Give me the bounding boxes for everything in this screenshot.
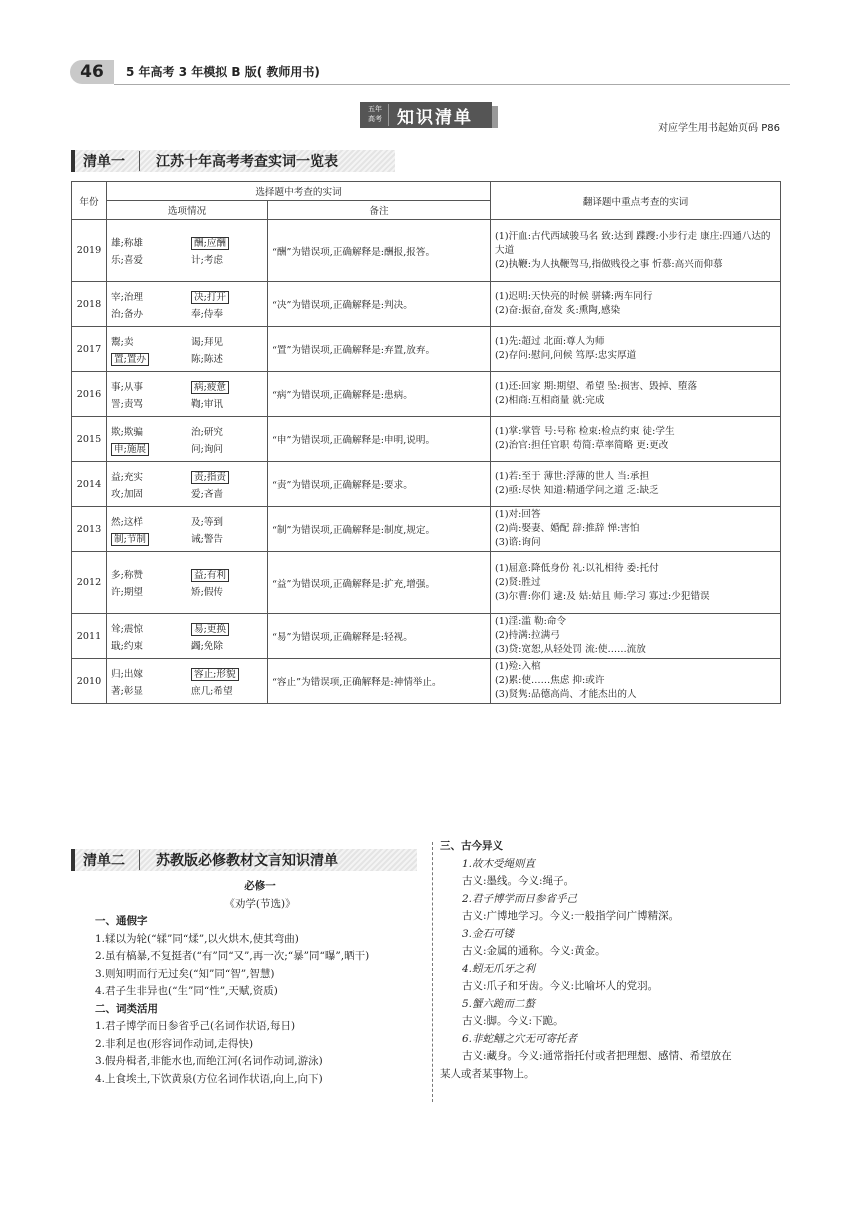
note-cell: “酬”为错误项,正确解释是:酬报,报答。 — [268, 220, 491, 282]
translation-line: (1)掌:掌管 号:号称 检束:检点约束 徒:学生 — [495, 426, 675, 437]
note-cell: “制”为错误项,正确解释是:制度,规定。 — [268, 507, 491, 552]
translation-cell — [491, 220, 781, 282]
year-cell: 2016 — [72, 372, 107, 417]
options-cell — [107, 552, 268, 614]
translation-line: (2)执鞭:为人执鞭驾马,指做贱役之事 忻慕:高兴而仰慕 — [495, 258, 723, 270]
translation-line: (1)屈意:降低身份 礼:以礼相待 委:托付 — [495, 562, 659, 574]
table-row — [72, 659, 781, 704]
option-word: 归;出嫁 — [111, 668, 144, 680]
year-cell: 2015 — [72, 417, 107, 462]
table-row — [72, 327, 781, 372]
example-sentence: 4.蚓无爪牙之利 — [462, 962, 536, 975]
left-column — [95, 878, 425, 1088]
knowledge-list-banner — [360, 102, 492, 128]
table-row — [72, 507, 781, 552]
option-word: 事;从事 — [111, 381, 144, 393]
section-tag-2: 清单二 — [75, 850, 140, 870]
table-row — [72, 462, 781, 507]
col-header-year: 年份 — [72, 182, 107, 220]
heading-word-class: 二、词类活用 — [95, 1002, 158, 1015]
translation-cell — [491, 462, 781, 507]
list-item: 4.君子生非异也(“生”同“性”,天赋,资质) — [95, 985, 278, 997]
translation-line: (3)贤隽:品德高尚、才能杰出的人 — [495, 689, 637, 700]
note-cell: “置”为错误项,正确解释是:弃置,放弃。 — [268, 327, 491, 372]
table-row — [72, 417, 781, 462]
note-cell: “责”为错误项,正确解释是:要求。 — [268, 462, 491, 507]
vocab-table — [71, 181, 781, 704]
option-word: 蠲;免除 — [191, 640, 224, 652]
option-word: 然;这样 — [111, 516, 144, 528]
translation-cell — [491, 282, 781, 327]
list-item: 2.虽有槁暴,不复挺者(“有”同“又”,再一次;“暴”同“曝”,晒干) — [95, 950, 370, 962]
option-word: 制;节制 — [111, 533, 149, 546]
col-header-opts: 选项情况 — [107, 201, 268, 220]
table-row — [72, 552, 781, 614]
option-word: 耸;震惊 — [111, 623, 144, 635]
table-row — [72, 220, 781, 282]
section-title-bar — [71, 150, 395, 172]
example-sentence: 5.蟹六跪而二螯 — [462, 997, 536, 1010]
year-cell: 2014 — [72, 462, 107, 507]
year-cell: 2018 — [72, 282, 107, 327]
option-word-wrong: 易;更换 — [191, 623, 229, 636]
options-cell — [107, 659, 268, 704]
option-word-wrong: 酬;应酬 — [191, 237, 229, 250]
option-word: 计;考虑 — [191, 255, 224, 266]
option-word-wrong: 决;打开 — [191, 291, 229, 304]
translation-line: (2)累:使……焦虑 抑:或许 — [495, 675, 605, 686]
translation-line: (1)淫:滥 勒:命令 — [495, 616, 567, 627]
section-title: 江苏十年高考考查实词一览表 — [156, 154, 338, 170]
translation-line: (2)持满:拉满弓 — [495, 630, 560, 641]
year-cell: 2013 — [72, 507, 107, 552]
book-volume: 必修一 — [244, 880, 276, 892]
section-title-2: 苏教版必修教材文言知识清单 — [156, 853, 338, 869]
meaning-line: 某人或者某事物上。 — [440, 1067, 535, 1080]
list-item: 2.非利足也(形容词作动词,走得快) — [95, 1037, 254, 1050]
meaning-line: 古义:爪子和牙齿。今义:比喻坏人的党羽。 — [462, 980, 659, 992]
example-sentence: 3.金石可镂 — [462, 927, 515, 940]
translation-line: (2)亟:尽快 知道:精通学问之道 乏:缺乏 — [495, 485, 659, 496]
translation-line: (1)对:回答 — [495, 509, 541, 520]
banner-small-label: 五年 高考 — [362, 104, 389, 126]
page-number: 46 — [70, 60, 114, 84]
note-cell: “易”为错误项,正确解释是:轻视。 — [268, 614, 491, 659]
options-cell — [107, 220, 268, 282]
option-word-wrong: 治;研究 — [191, 426, 224, 438]
col-header-note: 备注 — [268, 201, 491, 220]
option-word-wrong: 益;有利 — [191, 569, 229, 582]
option-word: 攻;加固 — [111, 488, 144, 500]
translation-line: (2)治官:担任官职 苟简:草率简略 更:更改 — [495, 440, 669, 451]
right-column — [440, 838, 785, 1083]
meaning-line: 古义:金属的通称。今义:黄金。 — [462, 945, 606, 957]
option-word: 陈;陈述 — [191, 353, 224, 365]
option-word: 鞫;审讯 — [191, 398, 224, 410]
option-word: 鬻;卖 — [111, 336, 134, 348]
option-word: 申;施展 — [111, 443, 149, 456]
banner-title: 知识清单 — [397, 107, 473, 128]
option-word: 益;充实 — [111, 471, 144, 483]
example-sentence: 1.故木受绳则直 — [462, 857, 536, 870]
translation-cell — [491, 372, 781, 417]
translation-line: (1)先:超过 北面:尊人为师 — [495, 336, 605, 347]
option-word: 著;彰显 — [111, 685, 144, 697]
translation-line: (2)奋:振奋,奋发 炙:熏陶,感染 — [495, 305, 621, 316]
meaning-line: 古义:广博地学习。今义:一般指学问广博精深。 — [462, 910, 680, 922]
translation-line: (1)还:回家 期:期望、希望 坠:损害、毁掉、堕落 — [495, 381, 698, 392]
option-word-wrong: 谒;拜见 — [191, 336, 224, 348]
translation-line: (1)若:至于 薄世:浮薄的世人 当:承担 — [495, 471, 650, 482]
year-cell: 2011 — [72, 614, 107, 659]
col-header-choice: 选择题中考查的实词 — [107, 182, 491, 201]
translation-line: (2)尚:娶妻、婚配 辞:推辞 惮:害怕 — [495, 523, 640, 534]
option-word: 奉;侍奉 — [191, 308, 224, 320]
option-word: 爱;吝啬 — [191, 488, 224, 500]
translation-line: (1)迟明:天快亮的时候 骈辚:两车同行 — [495, 291, 653, 302]
heading-gujin: 三、古今异义 — [440, 840, 503, 852]
option-word: 问;询问 — [191, 443, 224, 455]
option-word-wrong: 及;等到 — [191, 516, 224, 528]
heading-tongjiazi: 一、通假字 — [95, 915, 148, 927]
option-word: 庶几;希望 — [191, 685, 233, 697]
translation-cell — [491, 417, 781, 462]
list-item: 4.上食埃土,下饮黄泉(方位名词作状语,向上,向下) — [95, 1072, 323, 1085]
year-cell: 2017 — [72, 327, 107, 372]
section-tag: 清单一 — [75, 151, 140, 171]
option-word: 雄;称雄 — [111, 238, 144, 249]
meaning-line: 古义:脚。今义:下跪。 — [462, 1015, 564, 1027]
meaning-line: 古义:藏身。今义:通常指托付或者把理想、感情、希望放在 — [462, 1050, 732, 1062]
list-item: 3.假舟楫者,非能水也,而绝江河(名词作动词,游泳) — [95, 1055, 323, 1067]
option-word: 詈;责骂 — [111, 398, 144, 410]
list-item: 3.则知明而行无过矣(“知”同“智”,智慧) — [95, 967, 275, 980]
section-title-bar-2 — [71, 849, 417, 871]
translation-line: (3)贷:宽恕,从轻处罚 流:使……流放 — [495, 644, 646, 655]
options-cell — [107, 327, 268, 372]
option-word-wrong: 责;指责 — [191, 471, 229, 484]
column-divider — [432, 842, 433, 1102]
example-sentence: 2.君子博学而日参省乎己 — [462, 892, 578, 905]
col-header-trans: 翻译题中重点考查的实词 — [491, 182, 781, 220]
translation-line: (1)殓:入棺 — [495, 661, 541, 672]
year-cell: 2019 — [72, 220, 107, 282]
translation-line: (2)贤:胜过 — [495, 576, 541, 588]
translation-line: (2)存问:慰问,问候 笃厚:忠实厚道 — [495, 350, 637, 361]
translation-cell — [491, 659, 781, 704]
book-title: 5 年高考 3 年模拟 B 版( 教师用书) — [126, 65, 320, 79]
note-cell: “决”为错误项,正确解释是:判决。 — [268, 282, 491, 327]
option-word-wrong: 容止;形貌 — [191, 668, 239, 681]
table-row — [72, 282, 781, 327]
translation-cell — [491, 507, 781, 552]
option-word: 许;期望 — [111, 587, 144, 598]
page-header — [70, 60, 790, 86]
header-rule — [114, 84, 790, 85]
options-cell — [107, 282, 268, 327]
meaning-line: 古义:墨线。今义:绳子。 — [462, 875, 575, 887]
option-word: 诫;警告 — [191, 533, 224, 545]
note-cell: “容止”为错误项,正确解释是:神情举止。 — [268, 659, 491, 704]
note-cell: “益”为错误项,正确解释是:扩充,增强。 — [268, 552, 491, 614]
translation-line: (1)汗血:古代西域骏马名 致:达到 蹀躞:小步行走 康庄:四通八达的大道 — [495, 230, 771, 256]
option-word: 宰;治理 — [111, 291, 144, 303]
option-word: 治;备办 — [111, 308, 144, 320]
list-item: 1.𫐓以为轮(“𫐓”同“煣”,以火烘木,使其弯曲) — [95, 932, 299, 945]
translation-cell — [491, 552, 781, 614]
lesson-title: 《劝学(节选)》 — [224, 897, 296, 910]
option-word: 矫;假传 — [191, 587, 224, 598]
option-word: 欺;欺骗 — [111, 426, 144, 438]
year-cell: 2012 — [72, 552, 107, 614]
options-cell — [107, 507, 268, 552]
translation-line: (3)谘:询问 — [495, 537, 541, 548]
translation-cell — [491, 614, 781, 659]
option-word: 置;置办 — [111, 353, 149, 366]
year-cell: 2010 — [72, 659, 107, 704]
table-row — [72, 372, 781, 417]
table-row — [72, 614, 781, 659]
option-word: 戢;约束 — [111, 640, 144, 652]
list-item: 1.君子博学而日参省乎己(名词作状语,每日) — [95, 1020, 296, 1032]
option-word: 多;称赞 — [111, 570, 144, 581]
example-sentence: 6.非蛇鳝之穴无可寄托者 — [462, 1032, 578, 1045]
page-reference: 对应学生用书起始页码 P86 — [658, 123, 780, 134]
option-word-wrong: 病;疲惫 — [191, 381, 229, 394]
note-cell: “病”为错误项,正确解释是:患病。 — [268, 372, 491, 417]
option-word: 乐;喜爱 — [111, 255, 144, 266]
options-cell — [107, 462, 268, 507]
translation-cell — [491, 327, 781, 372]
note-cell: “申”为错误项,正确解释是:申明,说明。 — [268, 417, 491, 462]
translation-line: (2)相商:互相商量 就:完成 — [495, 395, 605, 406]
options-cell — [107, 417, 268, 462]
options-cell — [107, 372, 268, 417]
translation-line: (3)尔曹:你们 逮:及 姑:姑且 师:学习 寡过:少犯错误 — [495, 590, 710, 602]
options-cell — [107, 614, 268, 659]
